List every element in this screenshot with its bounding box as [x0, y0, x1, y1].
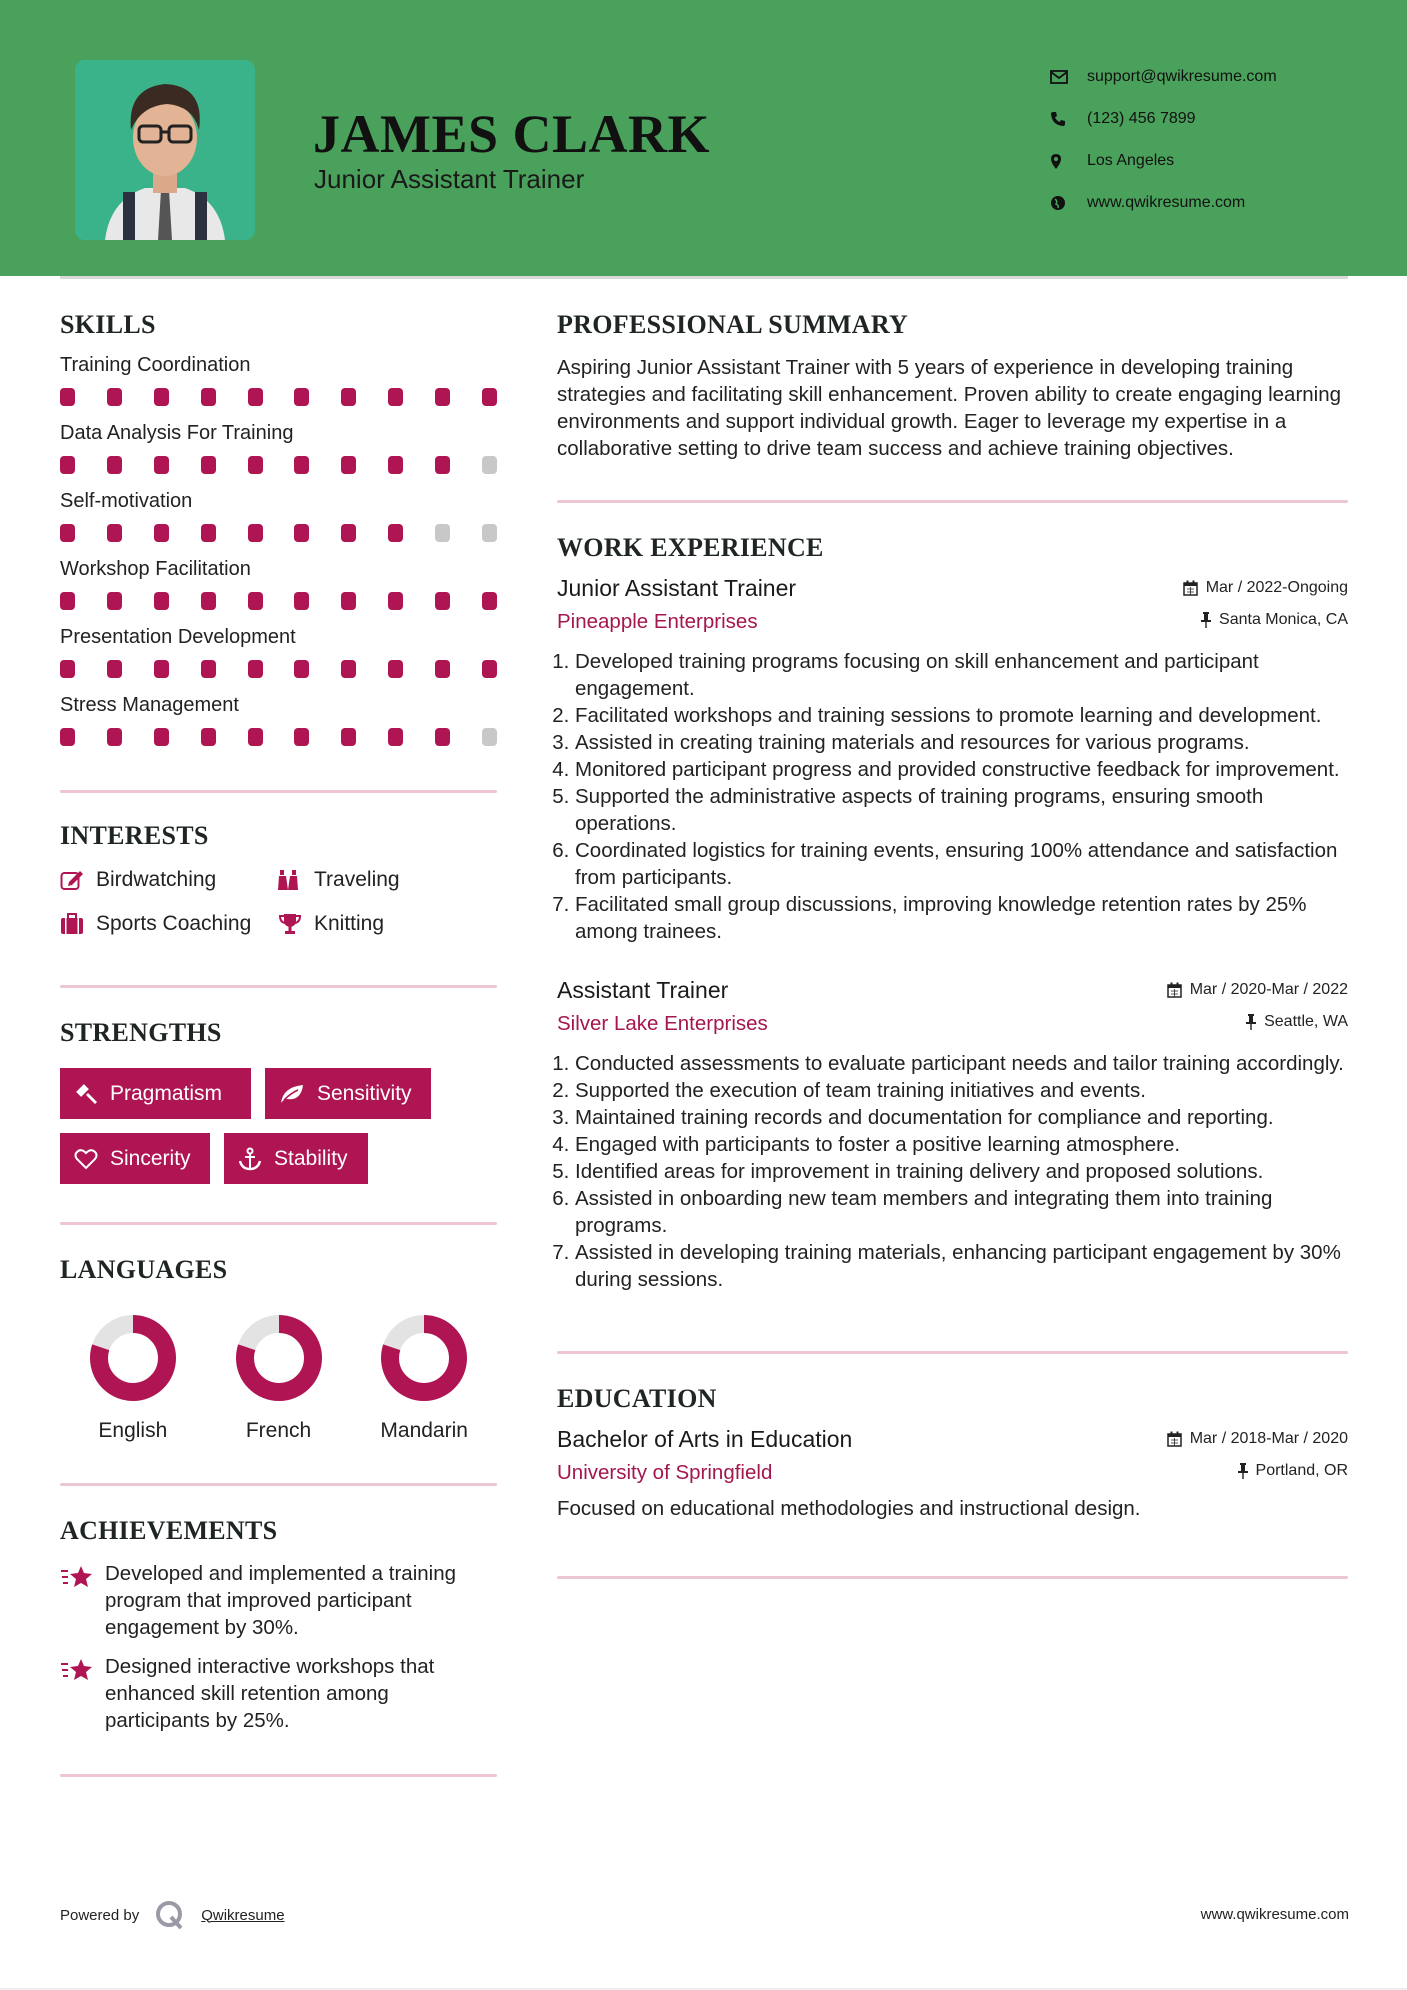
- person-photo-icon: [75, 60, 255, 240]
- interests-list: [60, 865, 497, 939]
- achievement-item: [60, 1653, 497, 1734]
- interests-section: [60, 821, 497, 939]
- summary-heading: PROFESSIONAL SUMMARY: [557, 310, 909, 339]
- experience-section: [557, 533, 1348, 1293]
- section-divider: [60, 1222, 497, 1225]
- job-bullet: 4. Engaged with participants to foster a positive learning atmosphere.: [575, 1131, 1348, 1158]
- skill-item: [60, 622, 497, 680]
- rating-dot-filled: [107, 456, 122, 474]
- rating-dot-filled: [435, 592, 450, 610]
- job-dates: [1183, 579, 1348, 597]
- contact-website-text: www.qwikresume.com: [1087, 194, 1246, 211]
- job-bullet: 5. Supported the administrative aspects of training programs, ensuring smooth operations.: [575, 783, 1348, 837]
- contact-email-text: support@qwikresume.com: [1087, 68, 1277, 85]
- job-bullet: 7. Assisted in developing training materials, enhancing participant engagement by 30% during sessions.: [575, 1239, 1348, 1293]
- rating-dot-filled: [60, 388, 75, 406]
- rating-dot-filled: [294, 660, 309, 678]
- calendar-icon: [1183, 580, 1198, 596]
- rating-dot-filled: [248, 592, 263, 610]
- shooting-star-icon: [60, 1653, 105, 1734]
- interest-label: Sports Coaching: [96, 912, 252, 935]
- rating-dot-filled: [294, 388, 309, 406]
- rating-dot-filled: [248, 524, 263, 542]
- rating-dot-filled: [154, 660, 169, 678]
- job-bullet: 6. Coordinated logistics for training events, ensuring 100% attendance and satisfaction from participants.: [575, 837, 1348, 891]
- rating-dot-filled: [341, 592, 356, 610]
- interest-item: [60, 865, 278, 895]
- contact-email[interactable]: [1050, 56, 1277, 98]
- rating-dot-filled: [107, 388, 122, 406]
- contact-location: [1050, 140, 1277, 182]
- envelope-icon: [1050, 70, 1087, 84]
- strength-tag: [60, 1133, 210, 1184]
- edit-icon: [60, 869, 96, 891]
- section-divider: [557, 1351, 1348, 1354]
- leaf-icon: [279, 1083, 305, 1105]
- rating-dot-filled: [482, 592, 497, 610]
- pushpin-icon: [1201, 612, 1211, 628]
- rating-dot-filled: [60, 524, 75, 542]
- rating-dot-empty: [482, 524, 497, 542]
- education-dates-text: Mar / 2018-Mar / 2020: [1189, 1430, 1348, 1447]
- rating-dot-filled: [388, 728, 403, 746]
- experience-heading: WORK EXPERIENCE: [557, 533, 824, 562]
- rating-dot-filled: [248, 728, 263, 746]
- job-location: [1201, 611, 1348, 629]
- achievement-text: Designed interactive workshops that enhanced skill retention among participants by 25%.: [105, 1655, 435, 1732]
- strength-label: Stability: [274, 1146, 348, 1170]
- language-donut-chart: [381, 1315, 467, 1401]
- interest-item: [278, 909, 478, 939]
- skill-name: Self-motivation: [60, 490, 193, 512]
- rating-dot-filled: [154, 592, 169, 610]
- job-bullet: 5. Identified areas for improvement in training delivery and proposed solutions.: [575, 1158, 1348, 1185]
- gavel-icon: [74, 1082, 98, 1106]
- rating-dot-empty: [435, 524, 450, 542]
- skill-rating: [60, 456, 497, 476]
- job-bullet: 3. Assisted in creating training materials and resources for various programs.: [575, 729, 1348, 756]
- rating-dot-filled: [388, 524, 403, 542]
- rating-dot-filled: [388, 456, 403, 474]
- strength-tag: [265, 1068, 431, 1119]
- strength-label: Sensitivity: [317, 1081, 412, 1105]
- company-name: Silver Lake Enterprises: [557, 1012, 768, 1035]
- section-divider: [557, 500, 1348, 503]
- suitcase-icon: [60, 913, 96, 935]
- heart-icon: [74, 1148, 98, 1170]
- rating-dot-filled: [435, 660, 450, 678]
- rating-dot-filled: [482, 388, 497, 406]
- strengths-section: [60, 1018, 497, 1184]
- job-bullet: 7. Facilitated small group discussions, improving knowledge retention rates by 25% among trainees.: [575, 891, 1348, 945]
- left-column: [60, 310, 497, 1777]
- job-bullet: 1. Developed training programs focusing on skill enhancement and participant engagement.: [575, 648, 1348, 702]
- language-donut-chart: [236, 1315, 322, 1401]
- rating-dot-empty: [482, 728, 497, 746]
- right-column: [557, 310, 1348, 1579]
- contact-list: [1050, 56, 1277, 224]
- interest-item: [60, 909, 278, 939]
- rating-dot-filled: [294, 524, 309, 542]
- skill-name: Presentation Development: [60, 626, 296, 648]
- education-location-text: Portland, OR: [1255, 1462, 1348, 1479]
- education-heading: EDUCATION: [557, 1384, 717, 1413]
- pushpin-icon: [1238, 1463, 1248, 1479]
- language-donut-chart: [90, 1315, 176, 1401]
- skill-rating: [60, 388, 497, 408]
- achievement-text: Developed and implemented a training program that improved participant engagement by 30%.: [105, 1562, 457, 1639]
- school-name: University of Springfield: [557, 1461, 773, 1484]
- section-divider: [60, 1483, 497, 1486]
- rating-dot-filled: [201, 456, 216, 474]
- rating-dot-filled: [107, 524, 122, 542]
- rating-dot-filled: [388, 660, 403, 678]
- languages-heading: LANGUAGES: [60, 1255, 228, 1284]
- skill-name: Stress Management: [60, 694, 239, 716]
- strength-label: Sincerity: [110, 1146, 191, 1170]
- interest-item: [278, 865, 478, 895]
- job-title: Junior Assistant Trainer: [557, 575, 797, 601]
- rating-dot-filled: [154, 456, 169, 474]
- skills-list: [60, 350, 497, 748]
- job-bullets: [557, 648, 1348, 945]
- rating-dot-filled: [248, 388, 263, 406]
- job-location: [1246, 1013, 1348, 1031]
- rating-dot-filled: [107, 592, 122, 610]
- rating-dot-filled: [435, 728, 450, 746]
- contact-website[interactable]: [1050, 182, 1277, 224]
- skill-rating: [60, 592, 497, 612]
- strength-tag: [60, 1068, 251, 1119]
- powered-by-label: Powered by: [60, 1906, 140, 1924]
- section-divider: [60, 985, 497, 988]
- skill-name: Training Coordination: [60, 354, 251, 376]
- language-label: French: [245, 1419, 312, 1442]
- qwikresume-link[interactable]: Qwikresume: [201, 1906, 285, 1924]
- education-location: [1238, 1462, 1348, 1480]
- education-dates: [1167, 1430, 1348, 1448]
- job-location-text: Santa Monica, CA: [1219, 611, 1348, 628]
- rating-dot-filled: [201, 728, 216, 746]
- language-label: English: [98, 1419, 168, 1442]
- calendar-icon: [1167, 982, 1182, 998]
- rating-dot-filled: [294, 728, 309, 746]
- rating-dot-filled: [435, 388, 450, 406]
- header-divider: [60, 276, 1348, 279]
- rating-dot-filled: [201, 660, 216, 678]
- rating-dot-filled: [482, 660, 497, 678]
- footer-powered-by: [60, 1900, 285, 1930]
- rating-dot-filled: [60, 728, 75, 746]
- calendar-icon: [1167, 1431, 1182, 1447]
- skill-item: [60, 690, 497, 748]
- skill-name: Workshop Facilitation: [60, 558, 251, 580]
- interest-label: Knitting: [314, 912, 385, 935]
- rating-dot-filled: [107, 660, 122, 678]
- job-location-text: Seattle, WA: [1264, 1013, 1348, 1030]
- education-section: [557, 1384, 1348, 1522]
- skills-heading: SKILLS: [60, 310, 156, 339]
- language-item: [351, 1315, 497, 1443]
- job-bullet: 1. Conducted assessments to evaluate participant needs and tailor training accordingly.: [575, 1050, 1348, 1077]
- rating-dot-filled: [154, 388, 169, 406]
- company-name: Pineapple Enterprises: [557, 610, 758, 633]
- languages-section: [60, 1255, 497, 1443]
- anchor-icon: [238, 1147, 262, 1171]
- job-bullet: 2. Supported the execution of team training initiatives and events.: [575, 1077, 1348, 1104]
- qwikresume-logo-icon: [155, 1900, 185, 1930]
- job-title: Assistant Trainer: [557, 977, 729, 1003]
- contact-phone-text: (123) 456 7899: [1087, 110, 1196, 127]
- strength-tag: [224, 1133, 368, 1184]
- skills-section: [60, 310, 497, 748]
- job-bullet: 2. Facilitated workshops and training sessions to promote learning and development.: [575, 702, 1348, 729]
- rating-dot-filled: [294, 592, 309, 610]
- skill-rating: [60, 728, 497, 748]
- education-description: Focused on educational methodologies and instructional design.: [557, 1497, 1141, 1520]
- skill-rating: [60, 524, 497, 544]
- rating-dot-empty: [482, 456, 497, 474]
- interest-label: Traveling: [314, 868, 400, 891]
- globe-icon: [1050, 195, 1087, 211]
- contact-location-text: Los Angeles: [1087, 152, 1175, 169]
- rating-dot-filled: [341, 388, 356, 406]
- profile-photo: [75, 60, 255, 240]
- job-dates-text: Mar / 2022-Ongoing: [1205, 579, 1348, 596]
- rating-dot-filled: [388, 592, 403, 610]
- job-dates: [1167, 981, 1348, 999]
- rating-dot-filled: [341, 456, 356, 474]
- skill-item: [60, 486, 497, 544]
- strength-label: Pragmatism: [110, 1081, 223, 1105]
- job-bullet: 4. Monitored participant progress and provided constructive feedback for improvement.: [575, 756, 1348, 783]
- achievement-item: [60, 1560, 497, 1641]
- shooting-star-icon: [60, 1560, 105, 1641]
- rating-dot-filled: [60, 592, 75, 610]
- rating-dot-filled: [201, 388, 216, 406]
- language-item: [60, 1315, 206, 1443]
- contact-phone[interactable]: [1050, 98, 1277, 140]
- rating-dot-filled: [341, 524, 356, 542]
- candidate-title: Junior Assistant Trainer: [314, 164, 585, 194]
- degree-name: Bachelor of Arts in Education: [557, 1426, 853, 1452]
- job-dates-text: Mar / 2020-Mar / 2022: [1189, 981, 1348, 998]
- job-entry: [557, 575, 1348, 945]
- rating-dot-filled: [248, 660, 263, 678]
- skill-item: [60, 554, 497, 612]
- strengths-list: [60, 1068, 497, 1184]
- language-label: Mandarin: [380, 1419, 468, 1442]
- summary-section: [557, 310, 1348, 462]
- rating-dot-filled: [388, 388, 403, 406]
- job-bullet: 6. Assisted in onboarding new team members and integrating them into training programs.: [575, 1185, 1348, 1239]
- section-divider: [557, 1576, 1348, 1579]
- interest-label: Birdwatching: [96, 868, 217, 891]
- strengths-heading: STRENGTHS: [60, 1018, 222, 1047]
- rating-dot-filled: [201, 592, 216, 610]
- achievements-heading: ACHIEVEMENTS: [60, 1516, 278, 1545]
- rating-dot-filled: [60, 660, 75, 678]
- achievements-section: [60, 1516, 497, 1734]
- rating-dot-filled: [201, 524, 216, 542]
- skill-item: [60, 418, 497, 476]
- footer-website[interactable]: www.qwikresume.com: [1200, 1906, 1349, 1923]
- binoculars-icon: [278, 868, 314, 892]
- rating-dot-filled: [294, 456, 309, 474]
- rating-dot-filled: [435, 456, 450, 474]
- languages-list: [60, 1315, 497, 1443]
- rating-dot-filled: [341, 728, 356, 746]
- rating-dot-filled: [107, 728, 122, 746]
- job-bullets: [557, 1050, 1348, 1293]
- map-marker-icon: [1050, 153, 1087, 170]
- skill-name: Data Analysis For Training: [60, 422, 294, 444]
- language-item: [206, 1315, 352, 1443]
- skill-item: [60, 350, 497, 408]
- candidate-name: JAMES CLARK: [313, 104, 711, 164]
- job-bullet: 3. Maintained training records and documentation for compliance and reporting.: [575, 1104, 1348, 1131]
- rating-dot-filled: [341, 660, 356, 678]
- skill-rating: [60, 660, 497, 680]
- resume-header: [0, 0, 1407, 276]
- rating-dot-filled: [248, 456, 263, 474]
- rating-dot-filled: [154, 728, 169, 746]
- pushpin-icon: [1246, 1014, 1256, 1030]
- summary-text: Aspiring Junior Assistant Trainer with 5 years of experience in developing training strategies and facilitating skill enhancement. Proven ability to create engaging learning environments and support individual growth. Eager to leverage my expertise in a collaborative setting to drive team success and achieve training objectives.: [557, 356, 1342, 460]
- section-divider: [60, 790, 497, 793]
- phone-icon: [1050, 111, 1087, 127]
- trophy-icon: [278, 913, 314, 935]
- section-divider: [60, 1774, 497, 1777]
- rating-dot-filled: [60, 456, 75, 474]
- interests-heading: INTERESTS: [60, 821, 209, 850]
- job-entry: [557, 977, 1348, 1293]
- rating-dot-filled: [154, 524, 169, 542]
